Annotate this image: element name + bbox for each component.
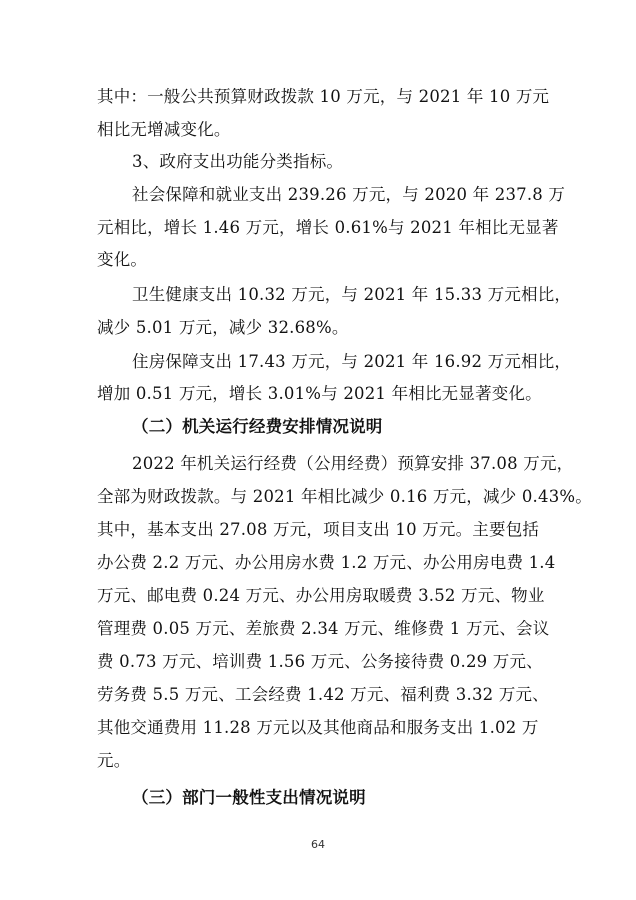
paragraph-line: 万元、邮电费 0.24 万元、办公用房取暖费 3.52 万元、物业 [97,586,545,605]
paragraph-line: 住房保障支出 17.43 万元，与 2021 年 16.92 万元相比， [132,352,572,371]
paragraph-line: 其中，基本支出 27.08 万元，项目支出 10 万元。主要包括 [97,520,540,539]
paragraph-line: 劳务费 5.5 万元、工会经费 1.42 万元、福利费 3.32 万元、 [97,685,549,704]
page-number: 64 [311,838,325,851]
paragraph-line: 其他交通费用 11.28 万元以及其他商品和服务支出 1.02 万 [97,718,539,737]
paragraph-line: 卫生健康支出 10.32 万元，与 2021 年 15.33 万元相比， [132,285,572,304]
paragraph-line: 费 0.73 万元、培训费 1.56 万元、公务接待费 0.29 万元、 [97,652,543,671]
paragraph-line: 相比无增减变化。 [97,120,231,139]
paragraph-line: 2022 年机关运行经费（公用经费）预算安排 37.08 万元， [132,454,574,473]
paragraph-line: 其中：一般公共预算财政拨款 10 万元，与 2021 年 10 万元 [97,87,550,106]
section-subtitle: 3、政府支出功能分类指标。 [132,152,344,171]
paragraph-line: 管理费 0.05 万元、差旅费 2.34 万元、维修费 1 万元、会议 [97,619,550,638]
paragraph-line: 减少 5.01 万元，减少 32.68%。 [97,318,349,337]
paragraph-line: 全部为财政拨款。与 2021 年相比减少 0.16 万元，减少 0.43%。 [97,487,592,506]
paragraph-line: 办公费 2.2 万元、办公用房水费 1.2 万元、办公用房电费 1.4 [97,553,556,572]
paragraph-line: 增加 0.51 万元，增长 3.01%与 2021 年相比无显著变化。 [97,384,542,403]
section-heading: （三）部门一般性支出情况说明 [132,788,366,807]
paragraph-line: 社会保障和就业支出 239.26 万元，与 2020 年 237.8 万 [132,185,566,204]
section-heading: （二）机关运行经费安排情况说明 [132,417,383,436]
paragraph-line: 元相比，增长 1.46 万元，增长 0.61%与 2021 年相比无显著 [97,218,559,237]
paragraph-line: 变化。 [97,250,148,269]
paragraph-line: 元。 [97,751,131,770]
